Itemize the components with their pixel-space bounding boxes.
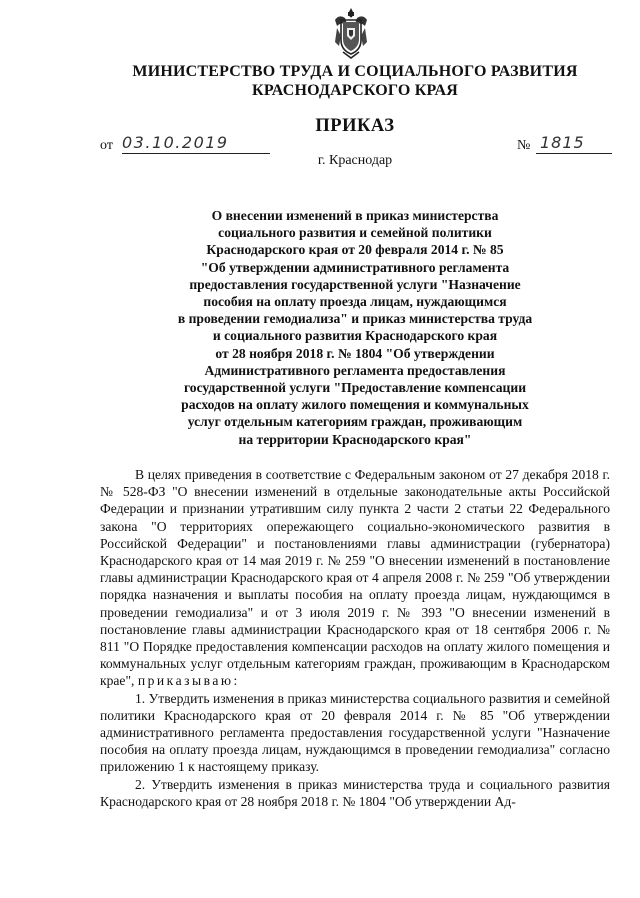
heading-line: государственной услуги "Предоставление компенсации	[183, 380, 527, 396]
heading-line: социального развития и семейной политики	[218, 225, 492, 241]
ministry-line-1: МИНИСТЕРСТВО ТРУДА И СОЦИАЛЬНОГО РАЗВИТИЯ	[132, 63, 578, 80]
heading-line: Краснодарского края от 20 февраля 2014 г. № 85	[206, 242, 504, 258]
intro-paragraph	[100, 466, 610, 690]
heading-line: и социального развития Краснодарского края	[212, 328, 498, 344]
ministry-line-2: КРАСНОДАРСКОГО КРАЯ	[252, 82, 458, 99]
heading-line: от 28 ноября 2018 г. № 1804 "Об утверждении	[215, 345, 495, 361]
order-date: 03.10.2019	[122, 133, 229, 152]
decree-word: приказываю:	[137, 673, 240, 689]
heading-line: в проведении гемодиализа" и приказ министерства труда	[177, 311, 533, 327]
heading-line: расходов на оплату жилого помещения и коммунальных	[181, 397, 529, 413]
item-2-paragraph: 2. Утвердить изменения в приказ министерства труда и социального развития Краснодарского края от 28 ноября 2018 г. № 1804 "Об утверждении Ад-	[100, 776, 610, 809]
order-number: 1815	[540, 133, 585, 152]
order-heading	[140, 207, 570, 448]
ministry-name	[100, 62, 610, 100]
heading-line: на территории Краснодарского края"	[238, 431, 472, 447]
city: г. Краснодар	[317, 153, 393, 168]
number-prefix: №	[517, 138, 531, 153]
item-1-paragraph: 1. Утвердить изменения в приказ министерства социального развития и семейной политики Краснодарского края от 20 февраля 2014 г. № 85 "Об утверждении административного регламента предоставления государственной услуги "Назначение пособия на оплату проезда лицам, нуждающимся в проведении гемодиализа" согласно приложению 1 к настоящему приказу.	[100, 690, 610, 775]
date-prefix: от	[100, 138, 113, 153]
heading-line: пособия на оплату проезда лицам, нуждающимся	[203, 294, 507, 310]
order-title: ПРИКАЗ	[315, 116, 395, 136]
intro-text: В целях приведения в соответствие с Федеральным законом от 27 декабря 2018 г. № 528-ФЗ "О внесении изменений в отдельные законодательные акты Российской Федерации и признании утратившим силу пункта 2 части 2 статьи 22 Федерального закона "О территориях опережающего социально-экономического развития в Российской Федерации" и постановлениями главы администрации (губернатора) Краснодарского края от 14 мая 2019 г. № 259 "О внесении изменений в постановление главы администрации Краснодарского края от 4 апреля 2008 г. № 259 "Об утверждении порядка назначения и выплаты пособия на оплату проезда лицам, нуждающимся в проведении гемодиализа" и от 3 июля 2019 г. № 393 "О внесении изменений в постановление главы администрации Краснодарского края от 18 сентября 2006 г. № 811 "О Порядке предоставления компенсации расходов на оплату жилого помещения и коммунальных услуг отдельным категориям граждан, проживающим в Краснодарском крае",	[100, 467, 610, 689]
heading-line: предоставления государственной услуги "Назначение	[189, 276, 521, 292]
heading-line: услуг отдельным категориям граждан, проживающим	[187, 414, 523, 430]
order-body	[100, 466, 610, 810]
heading-line: Административного регламента предоставления	[204, 362, 506, 378]
heading-line: "Об утверждении административного регламента	[200, 259, 510, 275]
heading-line: О внесении изменений в приказ министерства	[211, 208, 499, 223]
krasnodar-coat-of-arms-icon	[331, 6, 371, 60]
